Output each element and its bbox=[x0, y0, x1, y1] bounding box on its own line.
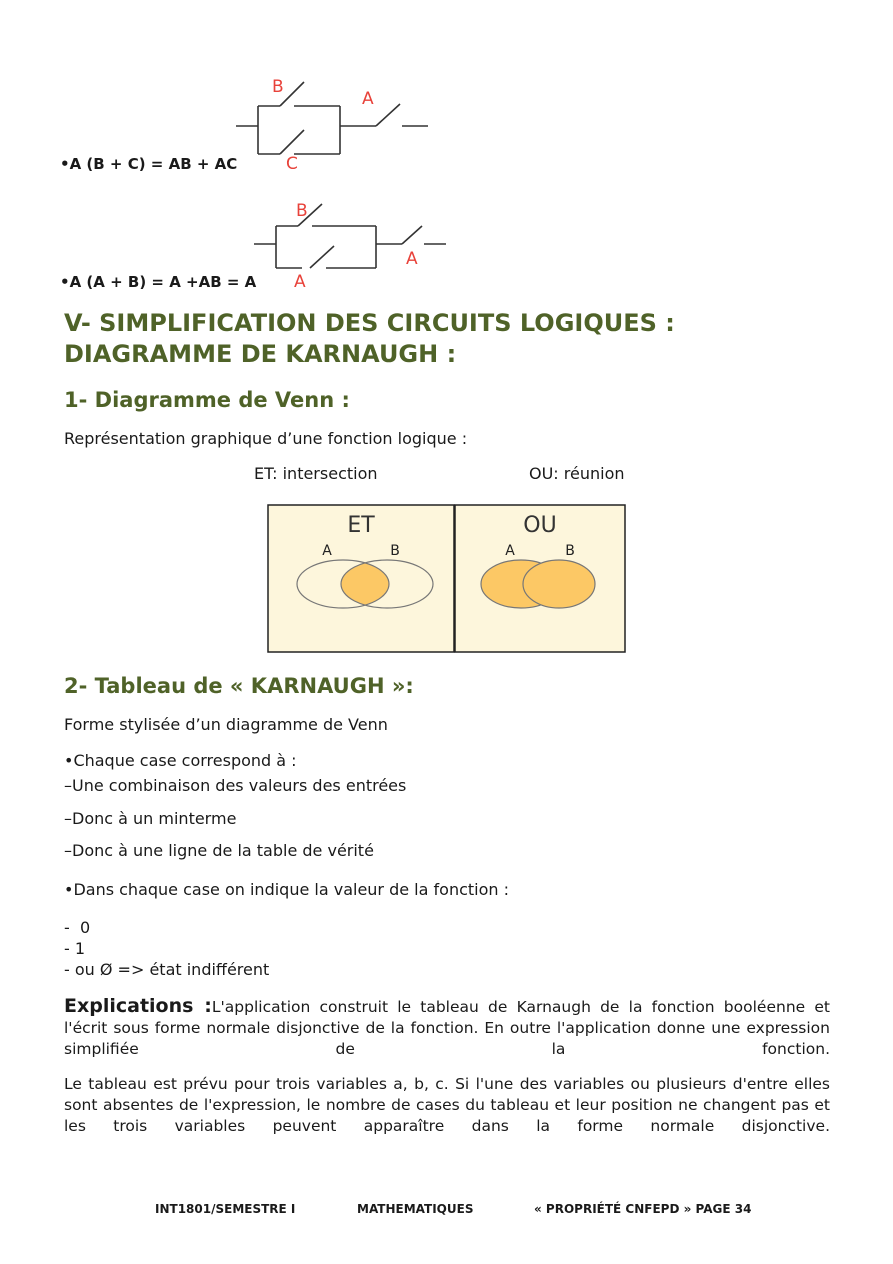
dash-item: –Donc à un minterme bbox=[64, 809, 237, 828]
paragraph-variables: Le tableau est prévu pour trois variables a, b, c. Si l'une des variables ou plusieurs d'entre elles sont absentes de l'expression, le nombre de cases du tableau et leur position ne changent pas et les trois variables peuvent apparaître dans la forme normale disjonctive. bbox=[64, 1075, 830, 1135]
bullet-item: •Dans chaque case on indique la valeur de la fonction : bbox=[64, 880, 509, 899]
karnaugh-intro: Forme stylisée d’un diagramme de Venn bbox=[64, 715, 388, 734]
switch-label-b: B bbox=[296, 201, 308, 221]
karnaugh-heading: 2- Tableau de « KARNAUGH »: bbox=[64, 674, 414, 698]
venn-heading: 1- Diagramme de Venn : bbox=[64, 388, 350, 412]
switch-label-a-parallel: A bbox=[294, 272, 306, 291]
venn-intro: Représentation graphique d’une fonction logique : bbox=[64, 429, 468, 448]
value-item: - 1 bbox=[64, 939, 86, 958]
caption-ou: OU: réunion bbox=[529, 464, 625, 483]
equation-2: •A (A + B) = A +AB = A bbox=[60, 273, 257, 291]
circuit-diagram-1 bbox=[232, 72, 432, 172]
switch-label-c: C bbox=[286, 154, 298, 172]
switch-label-a-series: A bbox=[406, 249, 418, 269]
venn-union-circle-b bbox=[523, 560, 595, 608]
venn-title-et: ET bbox=[347, 513, 375, 538]
circuit-diagram-2 bbox=[250, 196, 450, 291]
venn-label-b: B bbox=[565, 543, 575, 559]
dash-item: –Donc à une ligne de la table de vérité bbox=[64, 841, 374, 860]
value-item: - ou Ø => état indifférent bbox=[64, 960, 270, 979]
dash-item: –Une combinaison des valeurs des entrées bbox=[64, 776, 407, 795]
footer-left: INT1801/SEMESTRE I bbox=[155, 1202, 296, 1216]
venn-label-b: B bbox=[390, 543, 400, 559]
footer-right: « PROPRIÉTÉ CNFEPD » PAGE 34 bbox=[534, 1202, 752, 1216]
switch-label-a: A bbox=[362, 89, 374, 109]
value-item: - 0 bbox=[64, 918, 91, 937]
footer-center: MATHEMATIQUES bbox=[357, 1202, 474, 1216]
venn-label-a: A bbox=[322, 543, 332, 559]
section-title: V- SIMPLIFICATION DES CIRCUITS LOGIQUES : DIAGRAMME DE KARNAUGH : bbox=[64, 309, 675, 368]
explications-text: L'application construit le tableau de Karnaugh de la fonction booléenne et l'écrit sous forme normale disjonctive de la fonction. En outre l'application donne une expression simplifiée de la fonction. bbox=[64, 998, 830, 1058]
switch-label-b: B bbox=[272, 77, 284, 97]
explications-paragraph bbox=[64, 996, 830, 1060]
caption-et: ET: intersection bbox=[254, 464, 378, 483]
explications-lead: Explications : bbox=[64, 995, 212, 1017]
venn-label-a: A bbox=[505, 543, 515, 559]
venn-diagram bbox=[267, 504, 627, 654]
equation-1: •A (B + C) = AB + AC bbox=[60, 155, 238, 173]
bullet-item: •Chaque case correspond à : bbox=[64, 751, 297, 770]
venn-title-ou: OU bbox=[523, 513, 557, 538]
